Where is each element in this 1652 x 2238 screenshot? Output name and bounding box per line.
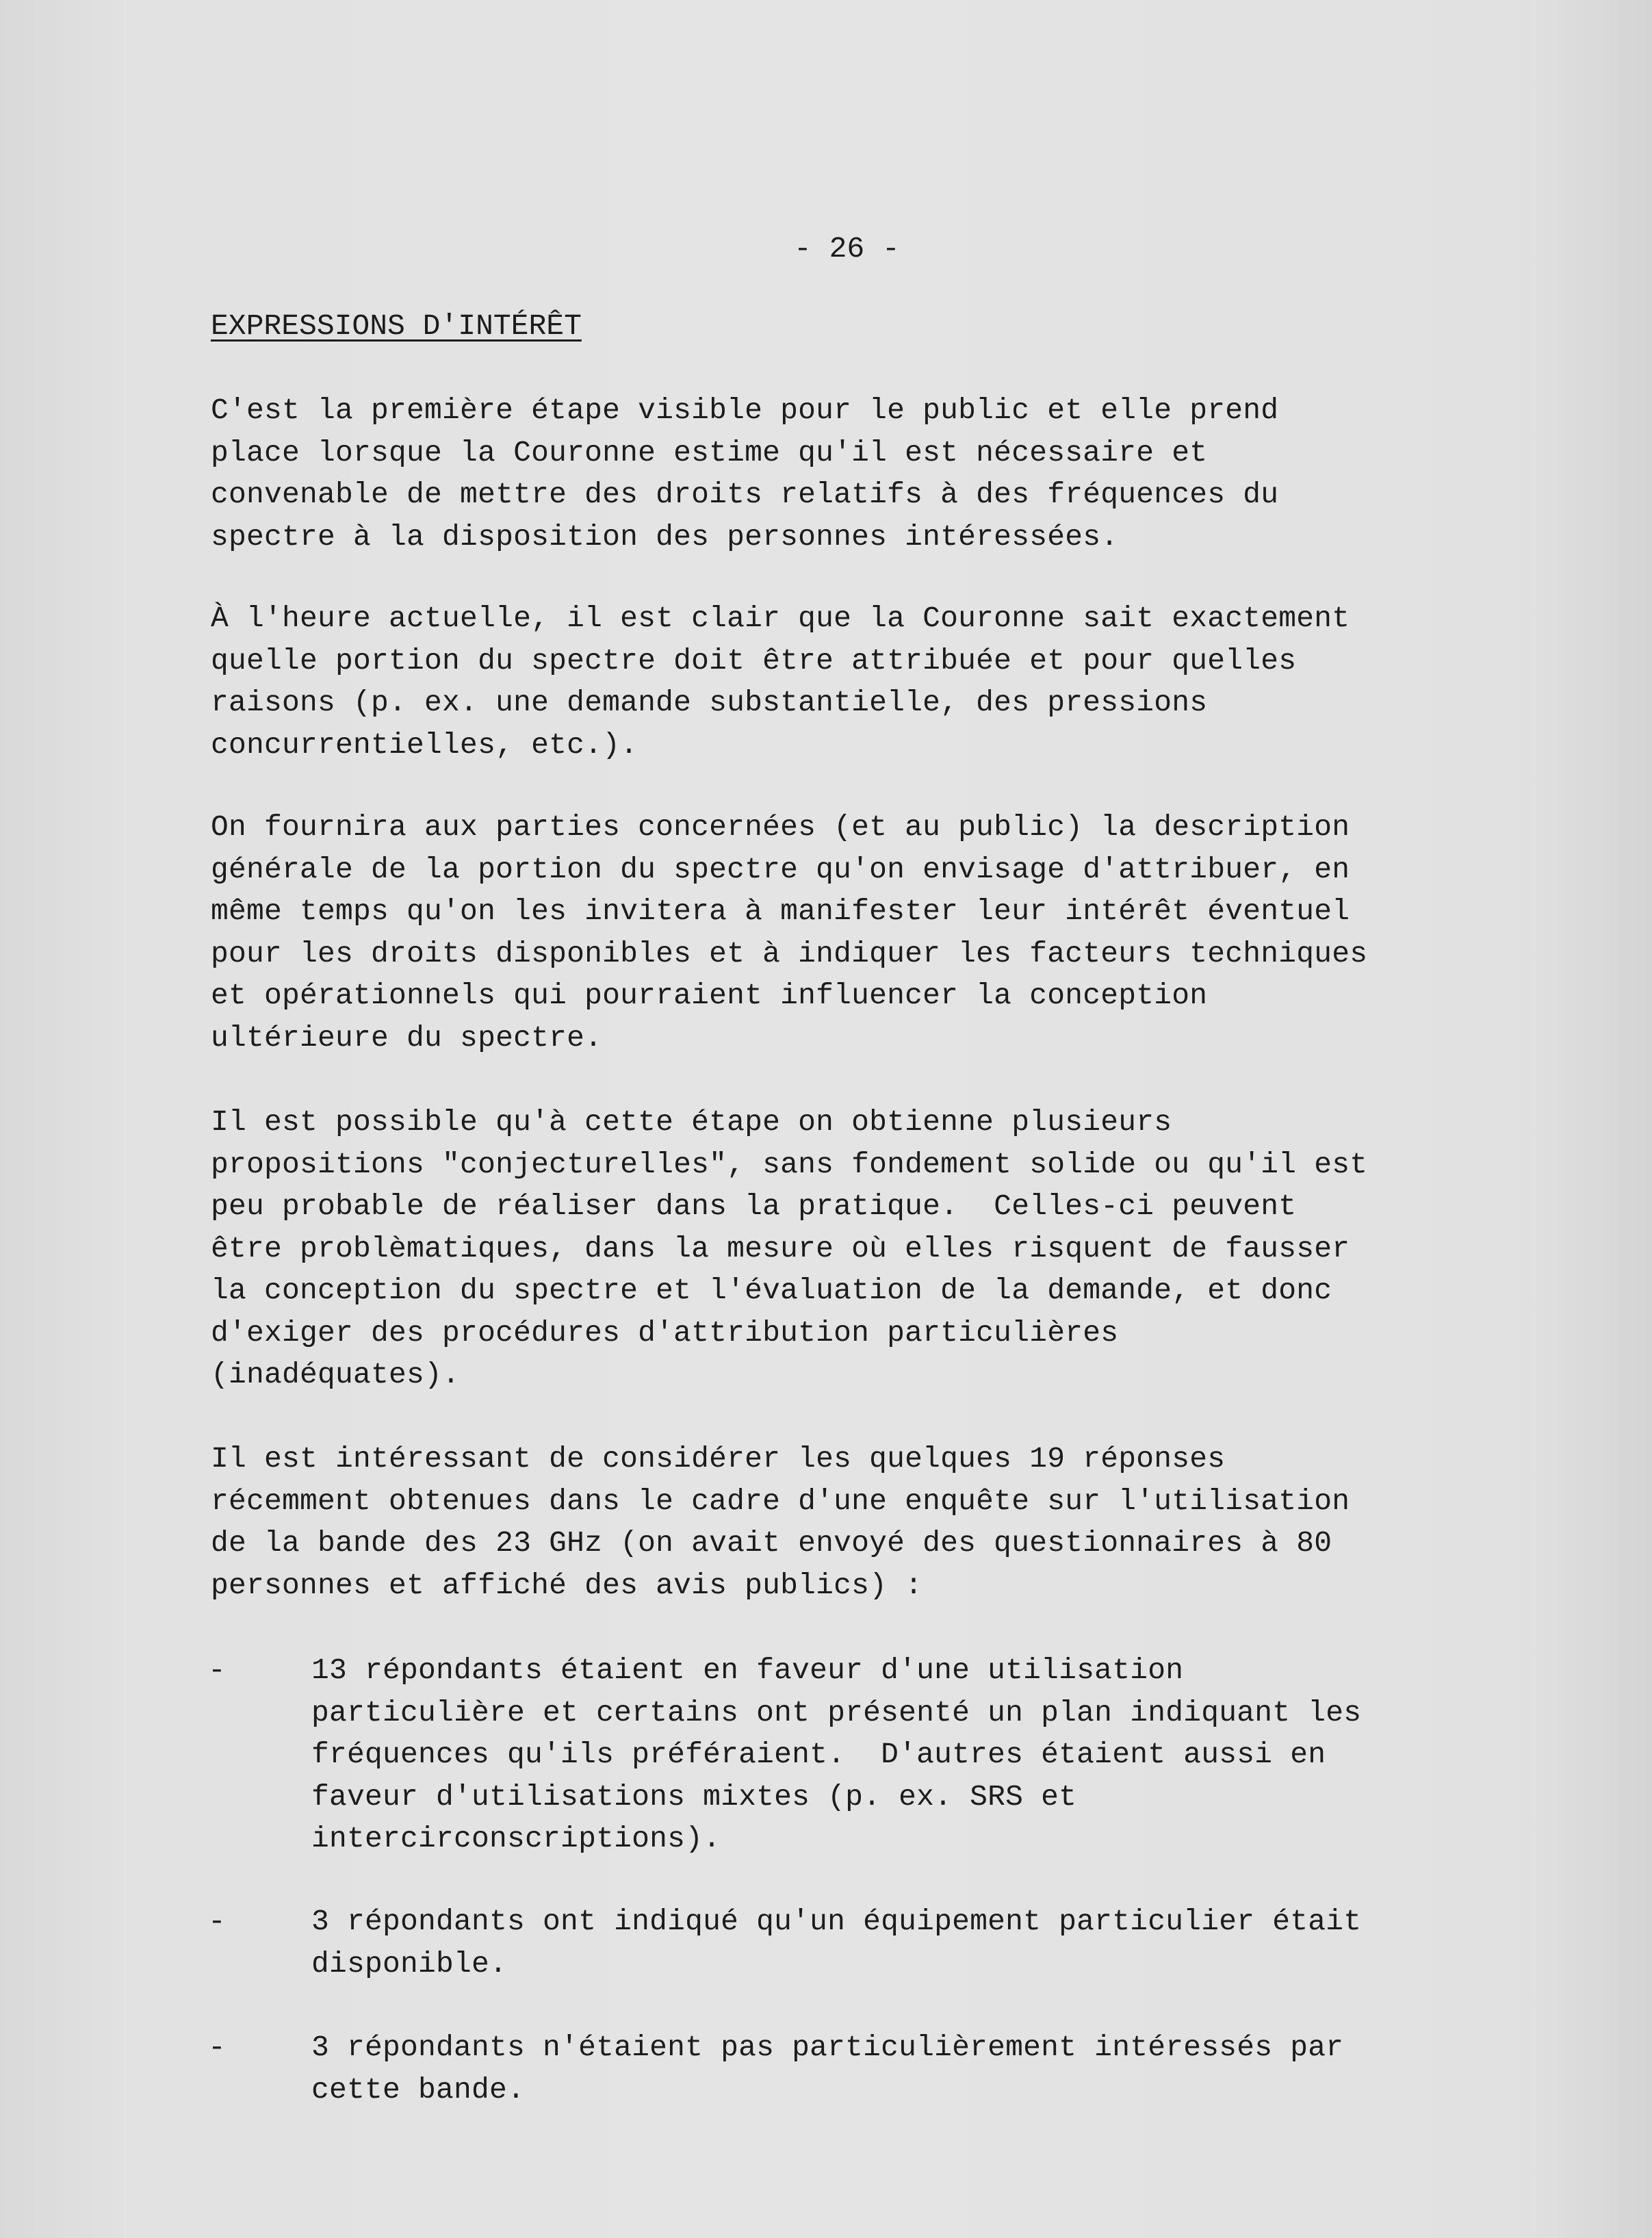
text-line: convenable de mettre des droits relatifs à des fréquences du bbox=[211, 478, 1279, 511]
paragraph-2 bbox=[211, 597, 1586, 766]
text-line: On fournira aux parties concernées (et au public) la description bbox=[211, 810, 1350, 844]
text-line: générale de la portion du spectre qu'on envisage d'attribuer, en bbox=[211, 852, 1350, 886]
text-line: place lorsque la Couronne estime qu'il est nécessaire et bbox=[211, 435, 1208, 470]
text-line: Il est intéressant de considérer les quelques 19 réponses bbox=[211, 1442, 1226, 1476]
paragraph-3 bbox=[211, 806, 1586, 1059]
text-line: intercirconscriptions). bbox=[311, 1822, 721, 1855]
text-line: ultérieure du spectre. bbox=[211, 1020, 603, 1055]
text-line: À l'heure actuelle, il est clair que la Couronne sait exactement bbox=[211, 602, 1350, 635]
bullet-item-3 bbox=[311, 2027, 1598, 2111]
paragraph-4 bbox=[211, 1101, 1586, 1396]
text-line: personnes et affiché des avis publics) : bbox=[211, 1568, 923, 1602]
text-line: 13 répondants étaient en faveur d'une utilisation bbox=[311, 1654, 1184, 1687]
text-line: propositions "conjecturelles", sans fondement solide ou qu'il est bbox=[211, 1147, 1368, 1181]
text-line: disponible. bbox=[311, 1946, 508, 1981]
text-line: récemment obtenues dans le cadre d'une enquête sur l'utilisation bbox=[211, 1484, 1350, 1518]
text-line: pour les droits disponibles et à indiquer les facteurs techniques bbox=[211, 936, 1368, 970]
paragraph-5 bbox=[211, 1438, 1586, 1606]
bullet-dash: - bbox=[208, 1905, 226, 1938]
text-line: spectre à la disposition des personnes intéressées. bbox=[211, 519, 1119, 554]
text-line: raisons (p. ex. une demande substantielle, des pressions bbox=[211, 686, 1208, 719]
text-line: quelle portion du spectre doit être attribuée et pour quelles bbox=[211, 643, 1297, 678]
bullet-item-1 bbox=[311, 1649, 1598, 1860]
text-line: cette bande. bbox=[311, 2072, 526, 2107]
text-line: faveur d'utilisations mixtes (p. ex. SRS et bbox=[311, 1779, 1077, 1814]
section-heading: EXPRESSIONS D'INTÉRÊT bbox=[211, 309, 582, 343]
text-line: 3 répondants n'étaient pas particulièrement intéressés par bbox=[311, 2031, 1344, 2064]
text-line: 3 répondants ont indiqué qu'un équipement particulier était bbox=[311, 1905, 1362, 1938]
text-line: C'est la première étape visible pour le public et elle prend bbox=[211, 394, 1279, 427]
page-number: - 26 - bbox=[794, 232, 900, 266]
text-line: particulière et certains ont présenté un plan indiquant les bbox=[311, 1695, 1362, 1729]
text-line: concurrentielles, etc.). bbox=[211, 728, 638, 762]
bullet-dash: - bbox=[208, 1654, 226, 1687]
text-line: être problèmatiques, dans la mesure où elles risquent de fausser bbox=[211, 1231, 1350, 1265]
text-line: de la bande des 23 GHz (on avait envoyé des questionnaires à 80 bbox=[211, 1526, 1332, 1560]
bullet-dash: - bbox=[208, 2031, 226, 2064]
text-line: fréquences qu'ils préféraient. D'autres étaient aussi en bbox=[311, 1738, 1326, 1771]
bullet-item-2 bbox=[311, 1901, 1598, 1985]
text-line: peu probable de réaliser dans la pratique. Celles-ci peuvent bbox=[211, 1189, 1297, 1223]
text-line: même temps qu'on les invitera à manifester leur intérêt éventuel bbox=[211, 895, 1350, 928]
text-line: d'exiger des procédures d'attribution particulières bbox=[211, 1315, 1119, 1350]
text-line: et opérationnels qui pourraient influencer la conception bbox=[211, 979, 1208, 1012]
text-line: Il est possible qu'à cette étape on obtienne plusieurs bbox=[211, 1105, 1172, 1139]
text-line: la conception du spectre et l'évaluation de la demande, et donc bbox=[211, 1274, 1332, 1307]
text-line: (inadéquates). bbox=[211, 1358, 461, 1391]
paragraph-1 bbox=[211, 389, 1586, 558]
